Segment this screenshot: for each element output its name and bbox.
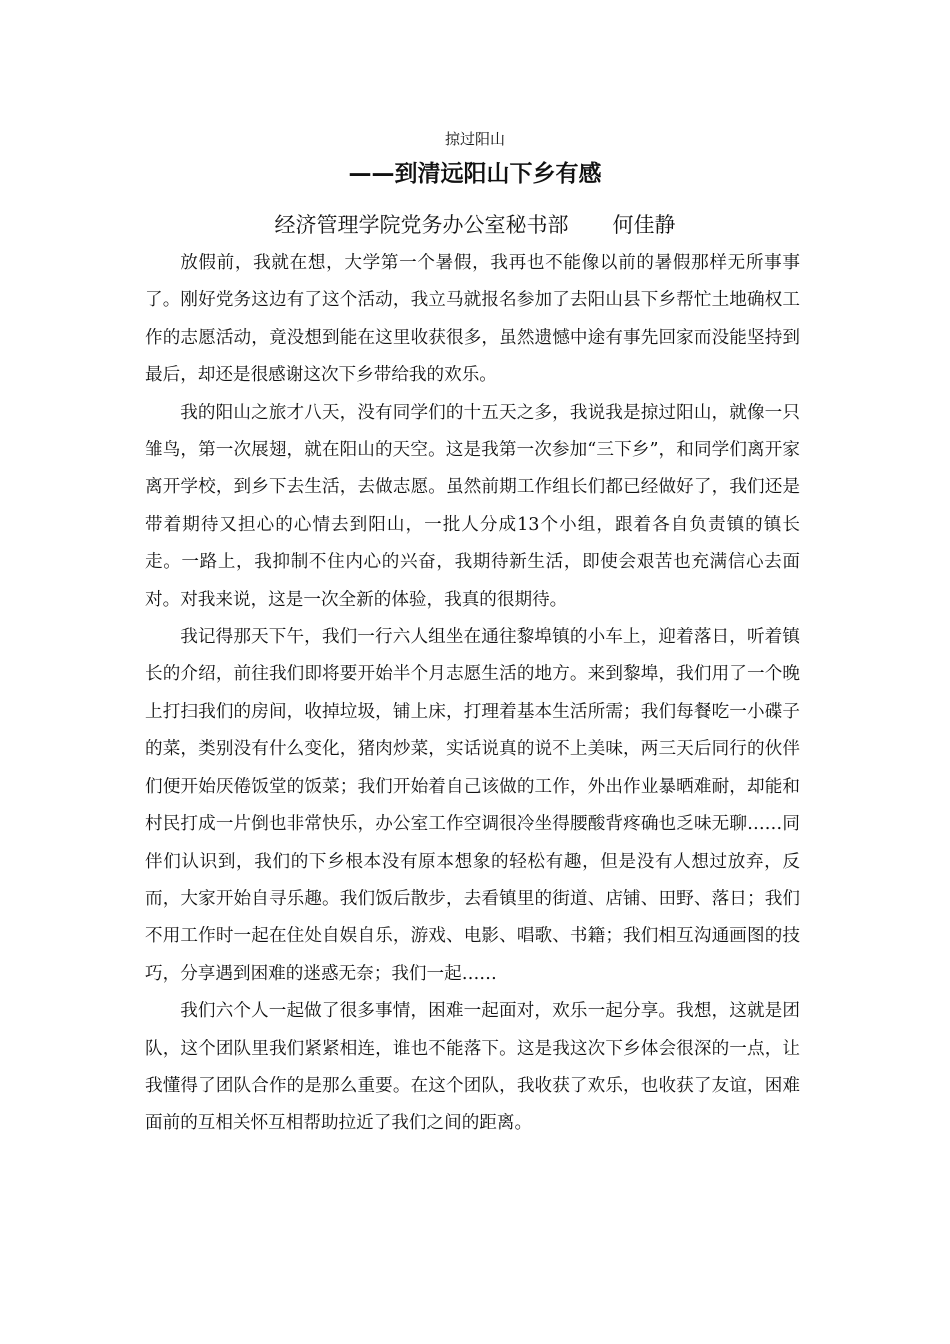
byline-author: 何佳静 xyxy=(612,213,676,237)
main-title: ——到清远阳山下乡有感 xyxy=(348,161,602,187)
small-title: 掠过阳山 xyxy=(444,130,505,148)
byline-department: 经济管理学院党务办公室秘书部 xyxy=(274,213,569,237)
byline xyxy=(0,210,950,240)
paragraph-3: 我记得那天下午，我们一行六人组坐在通往黎埠镇的小车上，迎着落日，听着镇长的介绍，前往我们即将要开始半个月志愿生活的地方。来到黎埠，我们用了一个晚上打扫我们的房间，收掉垃圾，铺上床，打理着基本生活所需；我们每餐吃一小碟子的菜，类别没有什么变化，猪肉炒菜，实话说真的说不上美味，两三天后同行的伙伴们便开始厌倦饭堂的饭菜；我们开始着自己该做的工作，外出作业暴晒难耐，却能和村民打成一片倒也非常快乐，办公室工作空调很冷坐得腰酸背疼确也乏味无聊……同伴们认识到，我们的下乡根本没有原本想象的轻松有趣，但是没有人想过放弃，反而，大家开始自寻乐趣。我们饭后散步，去看镇里的街道、店铺、田野、落日；我们不用工作时一起在住处自娱自乐，游戏、电影、唱歌、书籍；我们相互沟通画图的技巧，分享遇到困难的迷惑无奈；我们一起…… xyxy=(145,627,800,984)
paragraph-4: 我们六个人一起做了很多事情，困难一起面对，欢乐一起分享。我想，这就是团队，这个团队里我们紧紧相连，谁也不能落下。这是我这次下乡体会很深的一点，让我懂得了团队合作的是那么重要。在这个团队，我收获了欢乐，也收获了友谊，困难面前的互相关怀互相帮助拉近了我们之间的距离。 xyxy=(145,1001,800,1134)
paragraph-2: 我的阳山之旅才八天，没有同学们的十五天之多，我说我是掠过阳山，就像一只雏鸟，第一次展翅，就在阳山的天空。这是我第一次参加“三下乡”，和同学们离开家离开学校，到乡下去生活，去做志愿。虽然前期工作组长们都已经做好了，我们还是带着期待又担心的心情去到阳山，一批人分成13个小组，跟着各自负责镇的镇长走。一路上，我抑制不住内心的兴奋，我期待新生活，即使会艰苦也充满信心去面对。对我来说，这是一次全新的体验，我真的很期待。 xyxy=(145,402,800,610)
article-body xyxy=(145,245,800,1143)
paragraph-1: 放假前，我就在想，大学第一个暑假，我再也不能像以前的暑假那样无所事事了。刚好党务这边有了这个活动，我立马就报名参加了去阳山县下乡帮忙土地确权工作的志愿活动，竟没想到能在这里收获很多，虽然遗憾中途有事先回家而没能坚持到最后，却还是很感谢这次下乡带给我的欢乐。 xyxy=(145,253,800,386)
